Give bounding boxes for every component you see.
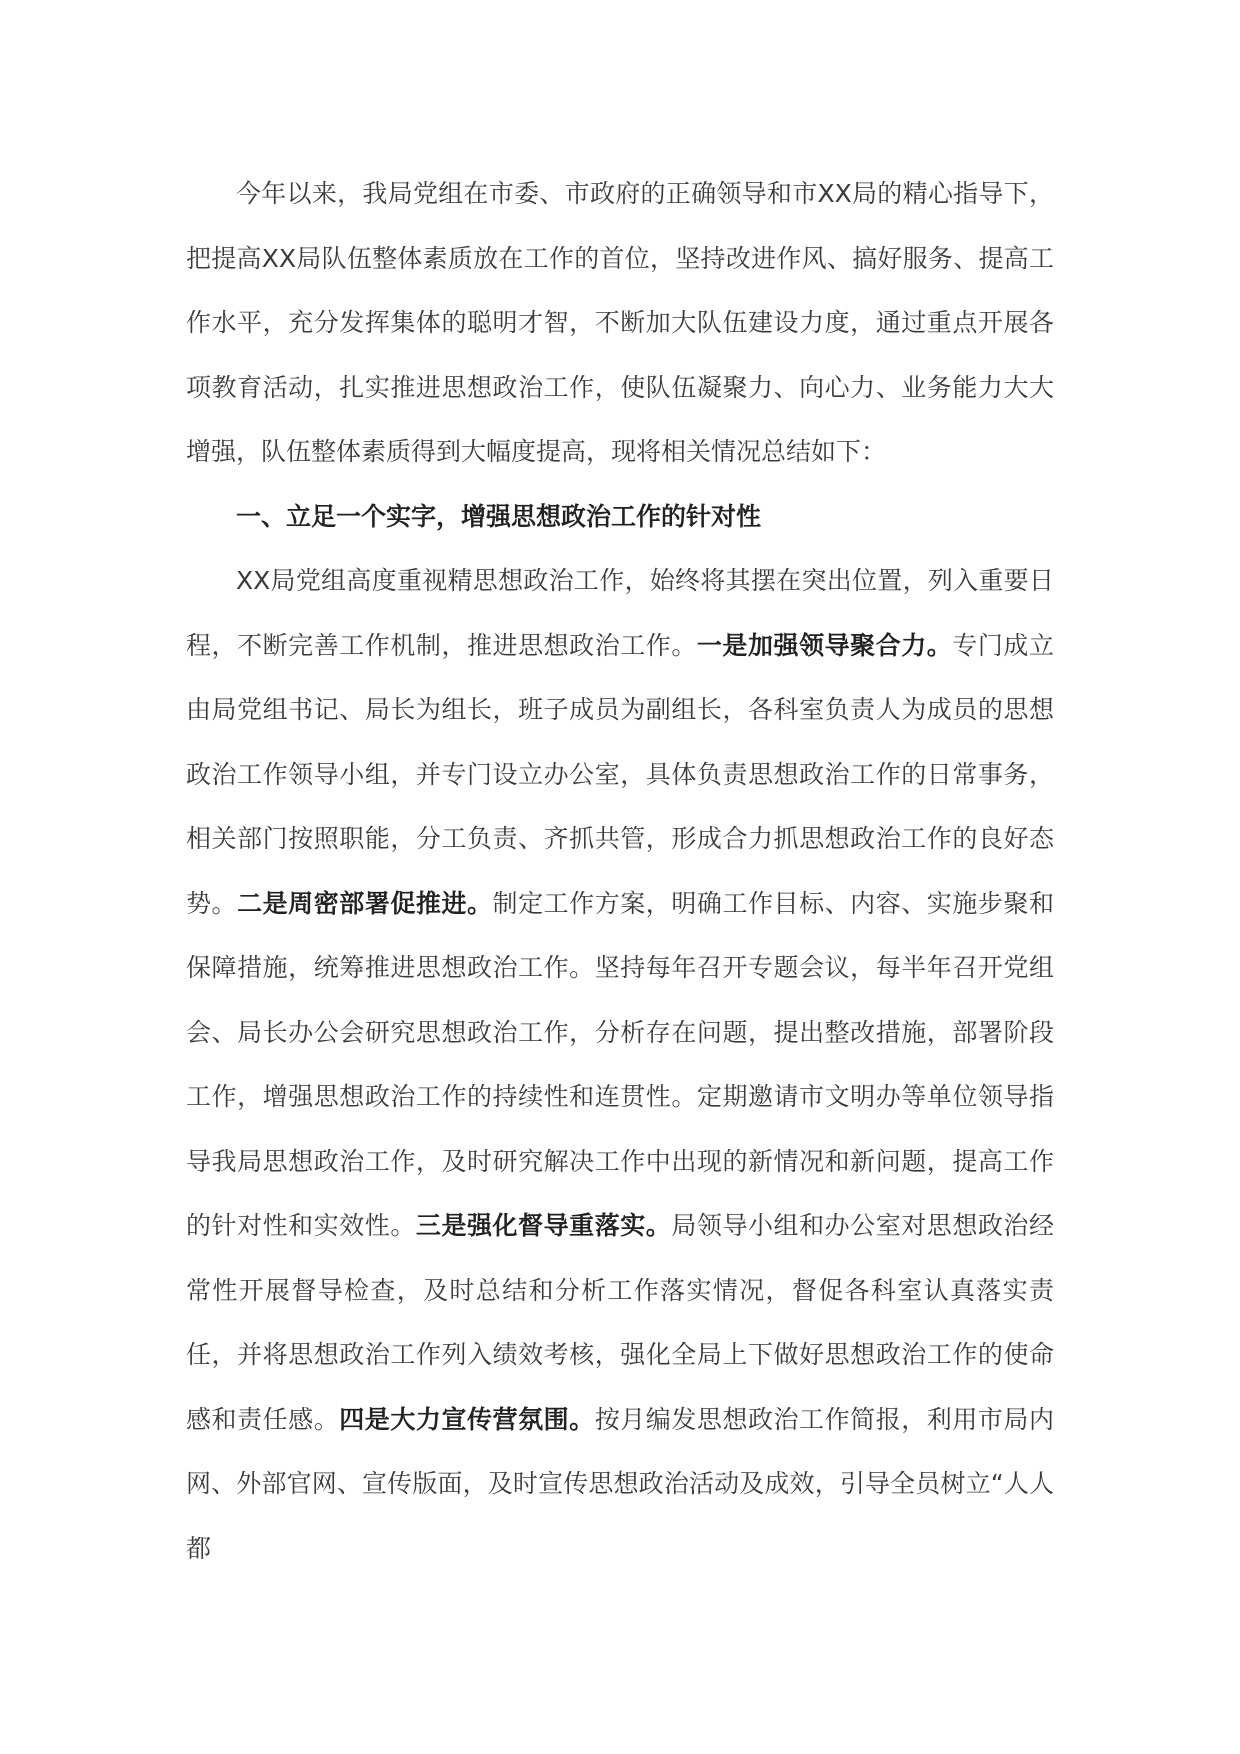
- point-text-1: 专门成立由局党组书记、局长为组长，班子成员为副组长，各科室负责人为成员的思想政治工作领导小组，并专门设立办公室，具体负责思想政治工作的日常事务，相关部门按照职能，分工负责、齐抓共管，形成合力抓思想政治工作的良好态势。: [186, 630, 1054, 918]
- point-title-2: 二是周密部署促推进。: [237, 888, 493, 918]
- intro-paragraph: 今年以来，我局党组在市委、市政府的正确领导和市XX局的精心指导下，把提高XX局队伍整体素质放在工作的首位，坚持改进作风、搞好服务、提高工作水平，充分发挥集体的聪明才智，不断加大队伍建设力度，通过重点开展各项教育活动，扎实推进思想政治工作，使队伍凝聚力、向心力、业务能力大大增强，队伍整体素质得到大幅度提高，现将相关情况总结如下：: [186, 179, 1054, 466]
- point-text-4: 按月编发思想政治工作简报，利用市局内网、外部官网、宣传版面，及时宣传思想政治活动及成效，引导全员树立“人人都: [186, 1404, 1054, 1563]
- point-text-2: 制定工作方案，明确工作目标、内容、实施步聚和保障措施，统筹推进思想政治工作。坚持每年召开专题会议，每半年召开党组会、局长办公会研究思想政治工作，分析存在问题，提出整改措施，部署阶段工作，增强思想政治工作的持续性和连贯性。定期邀请市文明办等单位领导指导我局思想政治工作，及时研究解决工作中出现的新情况和新问题，提高工作的针对性和实效性。: [186, 888, 1054, 1240]
- point-text-3: 局领导小组和办公室对思想政治经常性开展督导检查，及时总结和分析工作落实情况，督促各科室认真落实责任，并将思想政治工作列入绩效考核，强化全局上下做好思想政治工作的使命感和责任感。: [186, 1211, 1054, 1434]
- point-title-3: 三是强化督导重落实。: [415, 1211, 672, 1240]
- section-paragraph: [186, 549, 1054, 1581]
- point-title-1: 一是加强领导聚合力。: [696, 630, 953, 660]
- section-lead-text: XX局党组高度重视精思想政治工作，始终将其摆在突出位置，列入重要日程，不断完善工作机制，推进思想政治工作。: [186, 566, 1054, 660]
- document-body: [186, 162, 1054, 1581]
- section-heading: 一、立足一个实字，增强思想政治工作的针对性: [236, 501, 762, 531]
- point-title-4: 四是大力宣传营氛围。: [339, 1404, 595, 1434]
